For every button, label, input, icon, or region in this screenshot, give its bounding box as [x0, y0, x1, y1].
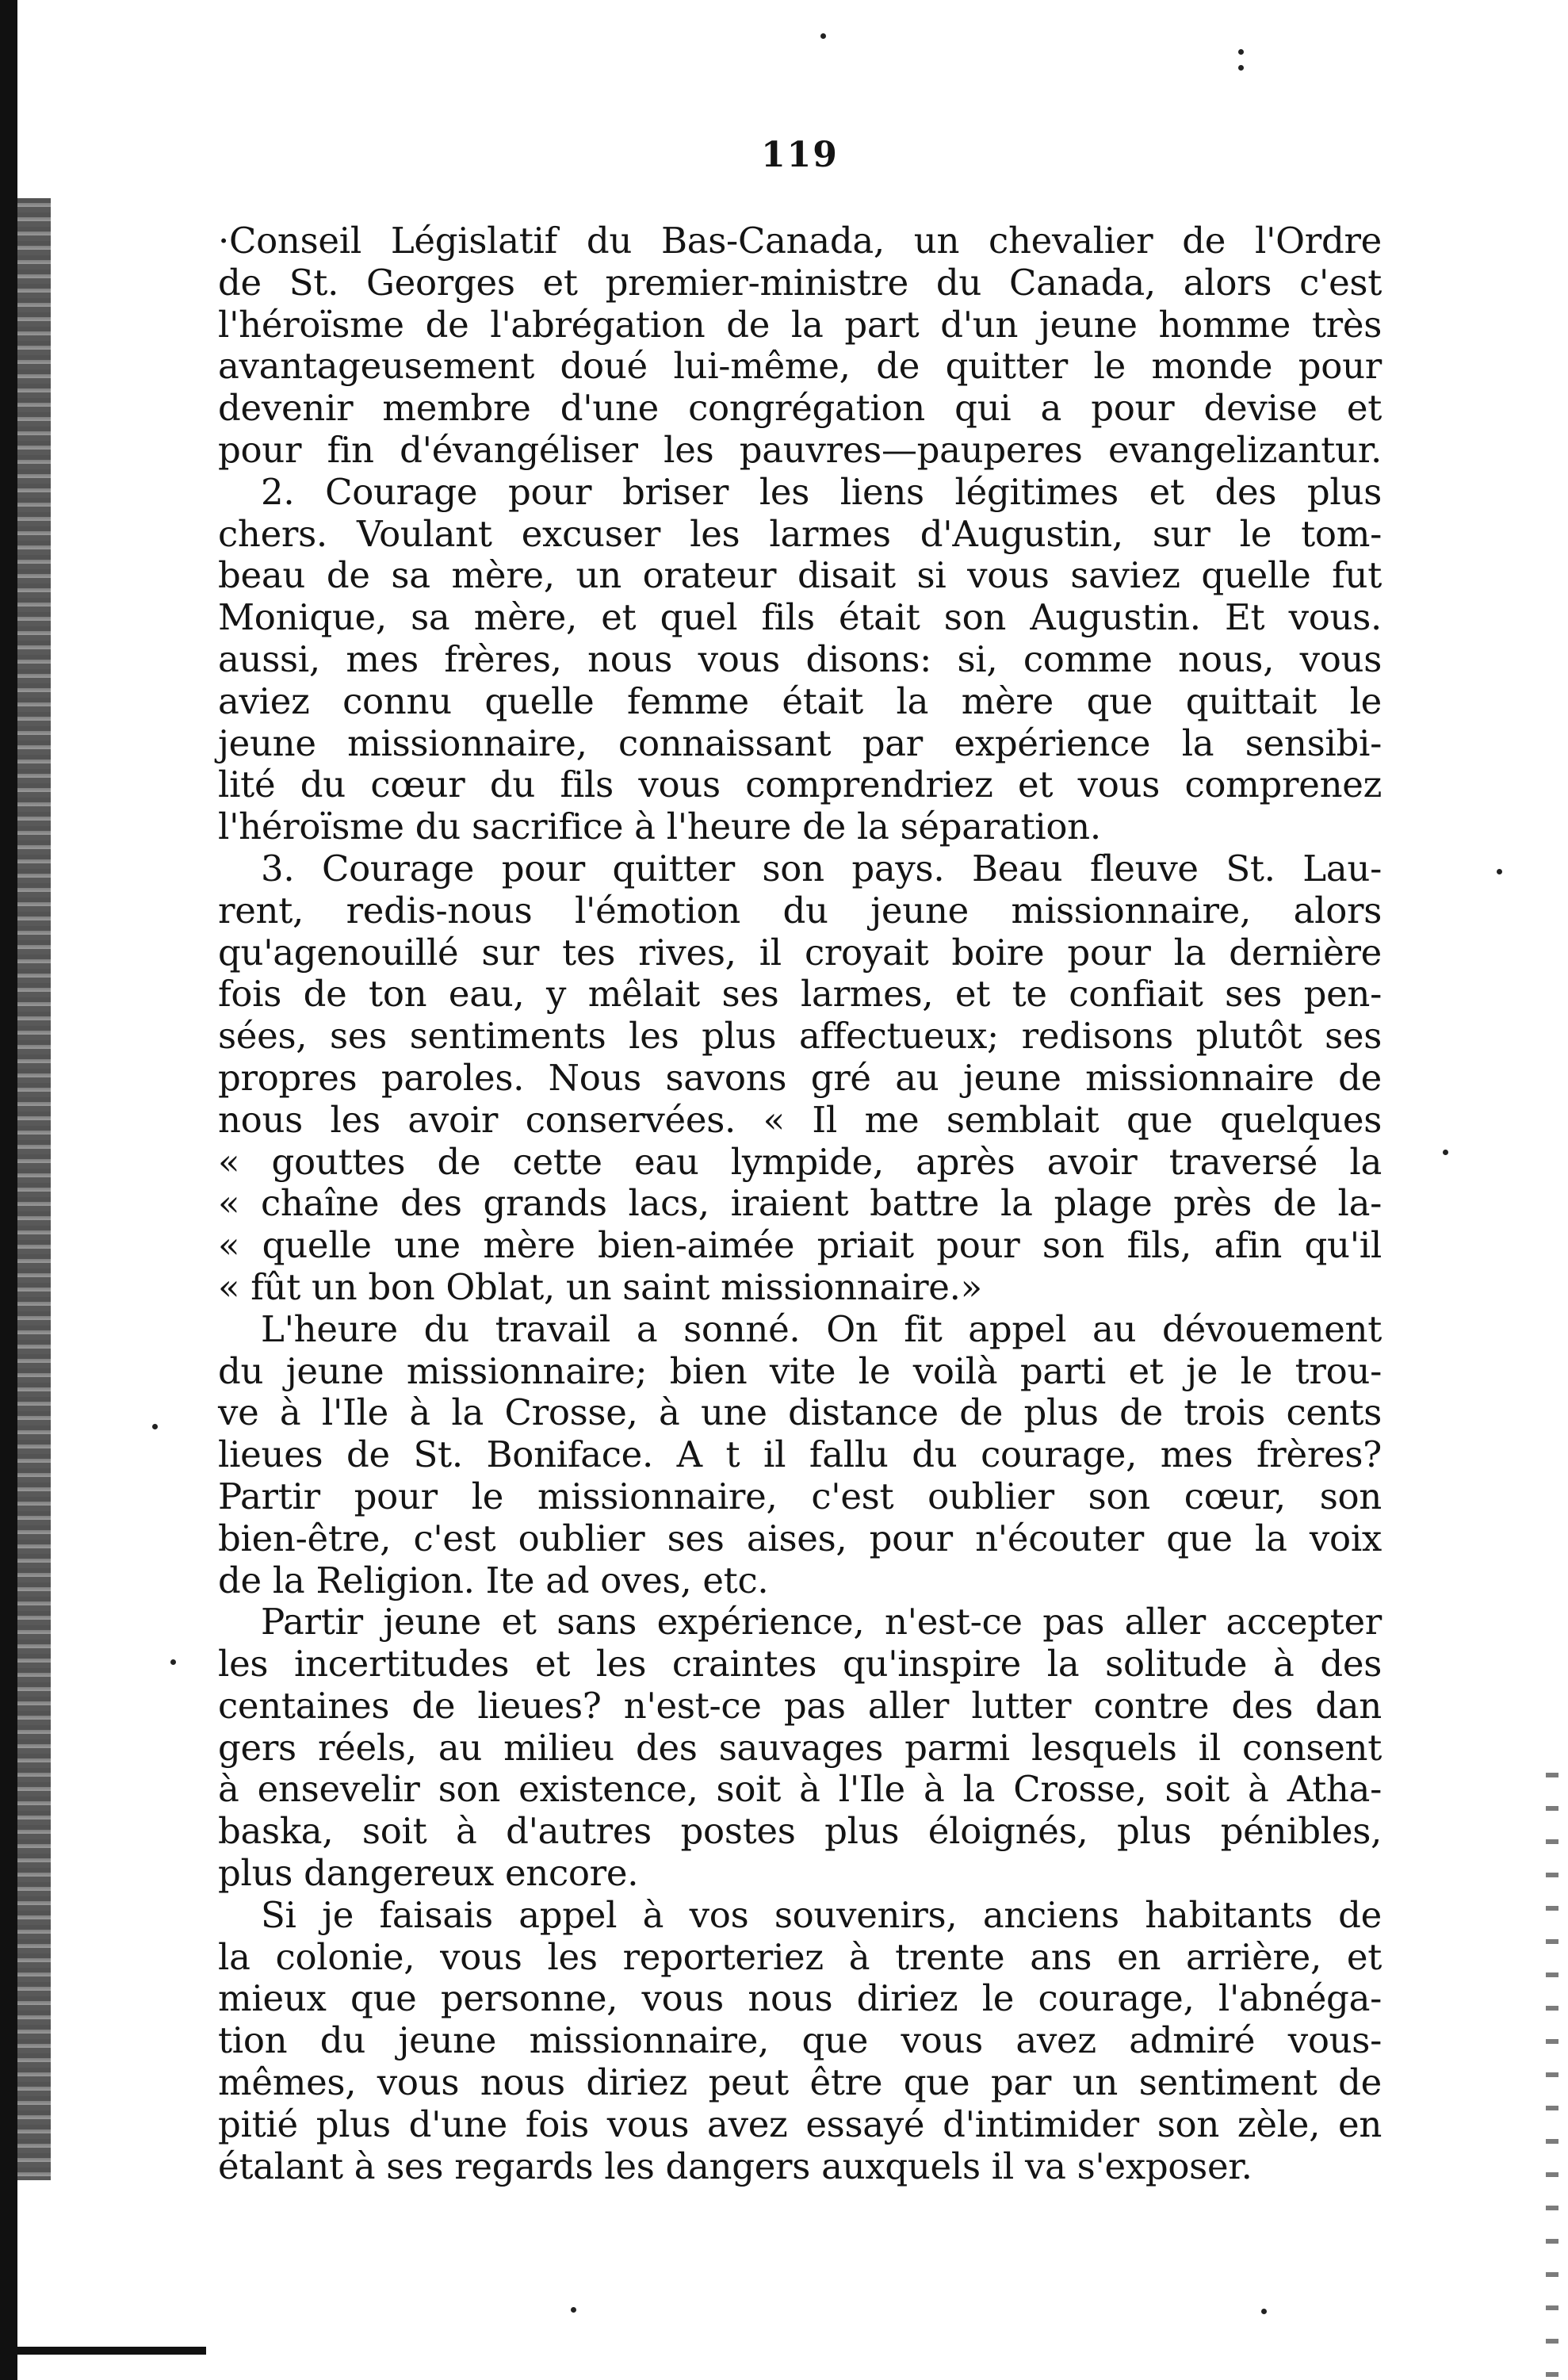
scan-speck: [820, 33, 826, 39]
text-line: à ensevelir son existence, soit à l'Ile à la Crosse, soit à Atha-: [218, 1768, 1382, 1811]
binding-edge-texture: [17, 198, 51, 2180]
text-line: lité du cœur du fils vous comprendriez et vous comprenez: [218, 763, 1382, 806]
text-line: qu'agenouillé sur tes rives, il croyait boire pour la dernière: [218, 931, 1382, 974]
text-line: L'heure du travail a sonné. On fit appel au dévouement: [261, 1307, 1382, 1350]
text-line: du jeune missionnaire; bien vite le voilà parti et je le trou-: [218, 1349, 1382, 1392]
text-line: centaines de lieues? n'est-ce pas aller lutter contre des dan: [218, 1684, 1382, 1727]
scan-speck: [1497, 869, 1502, 874]
scan-speck: [1238, 49, 1244, 55]
text-line: « chaîne des grands lacs, iraient battre la plage près de la-: [218, 1182, 1382, 1225]
text-line: l'héroïsme de l'abrégation de la part d'un jeune homme très: [218, 303, 1382, 346]
text-line: aviez connu quelle femme était la mère que quittait le: [218, 679, 1382, 722]
text-line: « quelle une mère bien-aimée priait pour son fils, afin qu'il: [218, 1224, 1382, 1267]
page-number: 119: [761, 135, 839, 175]
text-line: mêmes, vous nous diriez peut être que par un sentiment de: [218, 2061, 1382, 2104]
text-line: la colonie, vous les reporteriez à trente ans en arrière, et: [218, 1935, 1382, 1978]
text-line: aussi, mes frères, nous vous disons: si, comme nous, vous: [218, 637, 1382, 680]
scan-speck: [152, 1424, 158, 1429]
text-line: Monique, sa mère, et quel fils était son Augustin. Et vous.: [218, 596, 1382, 639]
text-line: 3. Courage pour quitter son pays. Beau fleuve St. Lau-: [261, 847, 1382, 890]
scan-speck: [1443, 1150, 1448, 1155]
text-line: étalant à ses regards les dangers auxquels il va s'exposer.: [218, 2145, 1252, 2187]
text-line: tion du jeune missionnaire, que vous avez admiré vous-: [218, 2019, 1382, 2062]
binding-edge-shadow: [0, 0, 17, 2380]
text-line: les incertitudes et les craintes qu'inspire la solitude à des: [218, 1643, 1382, 1686]
text-line: pour fin d'évangéliser les pauvres—pauperes evangelizantur.: [218, 428, 1382, 471]
text-line: l'héroïsme du sacrifice à l'heure de la séparation.: [218, 805, 1101, 848]
text-line: beau de sa mère, un orateur disait si vous saviez quelle fut: [218, 554, 1382, 597]
text-line: gers réels, au milieu des sauvages parmi lesquels il consent: [218, 1726, 1382, 1769]
text-line: ve à l'Ile à la Crosse, à une distance de plus de trois cents: [218, 1391, 1382, 1434]
text-line: rent, redis-nous l'émotion du jeune missionnaire, alors: [218, 889, 1382, 932]
text-line: ·Conseil Législatif du Bas-Canada, un chevalier de l'Ordre: [218, 220, 1382, 262]
scan-speck: [571, 2307, 576, 2313]
scan-specks-right: [1546, 1744, 1558, 2378]
text-line: de St. Georges et premier-ministre du Canada, alors c'est: [218, 261, 1382, 304]
text-line: fois de ton eau, y mêlait ses larmes, et te confiait ses pen-: [218, 973, 1382, 1016]
text-line: devenir membre d'une congrégation qui a pour devise et: [218, 387, 1382, 430]
text-line: mieux que personne, vous nous diriez le courage, l'abnéga-: [218, 1977, 1382, 2020]
text-line: jeune missionnaire, connaissant par expérience la sensibi-: [218, 721, 1382, 764]
text-line: chers. Voulant excuser les larmes d'Augustin, sur le tom-: [218, 512, 1382, 555]
text-line: « gouttes de cette eau lympide, après avoir traversé la: [218, 1140, 1382, 1183]
text-line: lieues de St. Boniface. A t il fallu du courage, mes frères?: [218, 1433, 1382, 1476]
text-line: 2. Courage pour briser les liens légitimes et des plus: [261, 470, 1382, 513]
binding-bottom-mark: [0, 2347, 206, 2355]
text-line: nous les avoir conservées. « Il me semblait que quelques: [218, 1098, 1382, 1141]
text-line: Partir pour le missionnaire, c'est oublier son cœur, son: [218, 1475, 1382, 1517]
text-line: pitié plus d'une fois vous avez essayé d'intimider son zèle, en: [218, 2103, 1382, 2145]
body-text: [218, 220, 1382, 2187]
scan-speck: [1238, 65, 1244, 71]
scan-speck: [170, 1659, 176, 1665]
text-line: avantageusement doué lui-même, de quitter le monde pour: [218, 345, 1382, 388]
text-line: Si je faisais appel à vos souvenirs, anciens habitants de: [261, 1893, 1382, 1936]
scan-speck: [1261, 2309, 1267, 2314]
text-line: sées, ses sentiments les plus affectueux; redisons plutôt ses: [218, 1015, 1382, 1058]
text-line: « fût un bon Oblat, un saint missionnaire.»: [218, 1265, 982, 1308]
text-line: Partir jeune et sans expérience, n'est-ce pas aller accepter: [261, 1601, 1382, 1643]
text-line: propres paroles. Nous savons gré au jeune missionnaire de: [218, 1056, 1382, 1099]
text-line: plus dangereux encore.: [218, 1852, 639, 1895]
text-line: baska, soit à d'autres postes plus éloignés, plus pénibles,: [218, 1810, 1382, 1853]
text-line: bien-être, c'est oublier ses aises, pour n'écouter que la voix: [218, 1517, 1382, 1559]
text-line: de la Religion. Ite ad oves, etc.: [218, 1559, 769, 1601]
